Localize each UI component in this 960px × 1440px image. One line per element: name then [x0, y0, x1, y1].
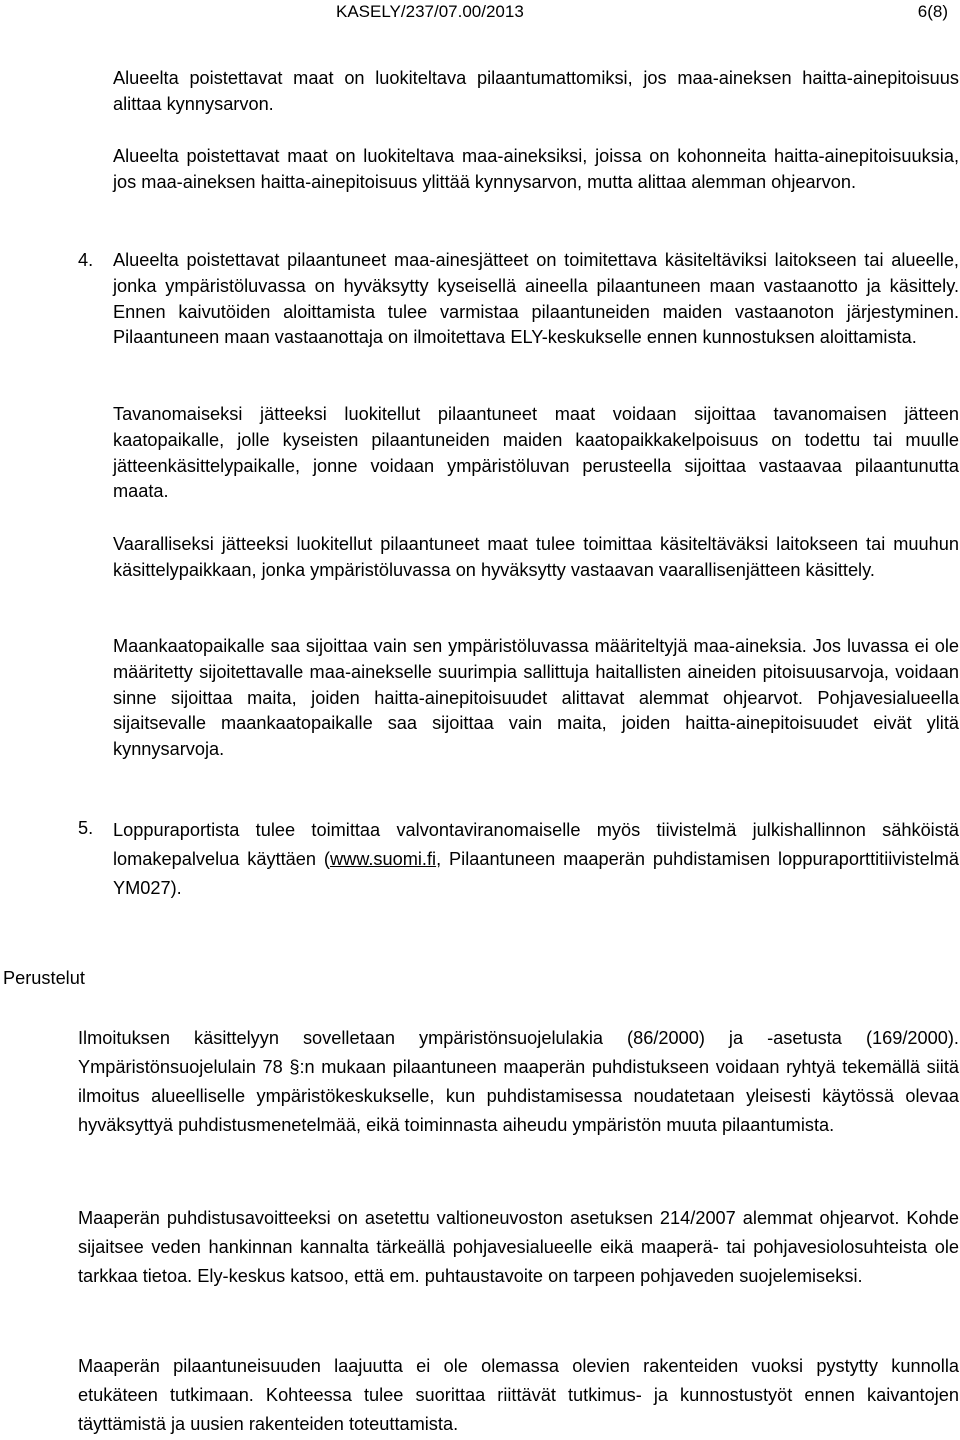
paragraph-landfill: Maankaatopaikalle saa sijoittaa vain sen ympäristöluvassa määriteltyjä maa-aineksia. Jos luvassa ei ole määritetty sijoitettavalle maa-ainekselle suurimpia sallittuja haitallisten aineiden pitoisuusarvoja, voidaan sinne sijoittaa maita, joiden haitta-ainepitoisuudet alittavat alemmat ohjearvot. Pohjavesialueella sijaitsevalle maankaatopaikalle saa sijoittaa vain maita, joiden haitta-ainepitoisuudet eivät ylitä kynnysarvoja. [113, 636, 959, 760]
page-number: 6(8) [917, 2, 948, 21]
section-heading-perustelut: Perustelut [3, 968, 85, 988]
list-item-5 [113, 816, 959, 903]
paragraph-elevated-concentrations: Alueelta poistettavat maat on luokiteltava maa-aineksiksi, joissa on kohonneita haitta-ainepitoisuuksia, jos maa-aineksen haitta-ainepitoisuus ylittää kynnysarvon, mutta alittaa alemman ohjearvon. [113, 146, 959, 192]
paragraph-contamination-extent: Maaperän pilaantuneisuuden laajuutta ei ole olemassa olevien rakenteiden vuoksi pystytty kunnolla etukäteen tutkimaan. Kohteessa tulee suorittaa riittävät tutkimus- ja kunnostustyöt ennen kaivantojen täyttämistä ja uusien rakenteiden toteuttamista. [78, 1356, 959, 1434]
list-number-4: 4. [78, 250, 94, 270]
paragraph-hazardous-waste: Vaaralliseksi jätteeksi luokitellut pilaantuneet maat tulee toimittaa käsiteltäväksi laitokseen tai muuhun käsittelypaikkaan, jonka ympäristöluvassa on hyväksytty vastaavan vaarallisenjätteen käsittely. [113, 534, 959, 580]
item5-text-before: Loppuraportista tulee toimittaa valvontaviranomaiselle myös tiivistelmä julkishallinnon sähköistä lomakepalvelua käyttäen ( [113, 820, 959, 869]
list-number-5: 5. [78, 818, 94, 838]
paragraph-ordinary-waste: Tavanomaiseksi jätteeksi luokitellut pilaantuneet maat voidaan sijoittaa tavanomaisen jätteen kaatopaikalle, jolle kyseisten pilaantuneiden maiden kaatopaikkakelpoisuus on todettu tai muulle jätteenkäsittelypaikalle, jonne voidaan ympäristöluvan perusteella sijoittaa vastaavaa pilaantunutta maata. [113, 404, 959, 502]
suomi-fi-link[interactable]: www.suomi.fi [329, 849, 437, 869]
document-reference: KASELY/237/07.00/2013 [336, 2, 524, 21]
paragraph-remediation-target: Maaperän puhdistusavoitteeksi on asetettu valtioneuvoston asetuksen 214/2007 alemmat ohjearvot. Kohde sijaitsee veden hankinnan kannalta tärkeällä pohjavesialueelle eikä maaperä- tai pohjavesiolosuhteista ole tarkkaa tietoa. Ely-keskus katsoo, että em. puhtaustavoite on tarpeen pohjaveden suojelemiseksi. [78, 1208, 959, 1286]
paragraph-clean-soil: Alueelta poistettavat maat on luokiteltava pilaantumattomiksi, jos maa-aineksen haitta-ainepitoisuus alittaa kynnysarvon. [113, 68, 959, 114]
list-item-4: Alueelta poistettavat pilaantuneet maa-ainesjätteet on toimitettava käsiteltäviksi laitokseen tai alueelle, jonka ympäristöluvassa on hyväksytty kyseisellä aineella pilaantuneen maan vastaanotto ja käsittely. Ennen kaivutöiden aloittamista tulee varmistaa pilaantuneiden maiden vastaanoton järjestyminen. Pilaantuneen maan vastaanottaja on ilmoitettava ELY-keskukselle ennen kunnostuksen aloittamista. [113, 250, 959, 348]
paragraph-legal-basis: Ilmoituksen käsittelyyn sovelletaan ympäristönsuojelulakia (86/2000) ja -asetusta (169/2000). Ympäristönsuojelulain 78 §:n mukaan pilaantuneen maaperän puhdistukseen voidaan ryhtyä tekemällä siitä ilmoitus alueelliselle ympäristökeskukselle, kun puhdistamisessa noudatetaan yleisesti käytössä olevaa hyväksyttyä puhdistusmenetelmää, eikä toiminnasta aiheudu ympäristön muuta pilaantumista. [78, 1028, 959, 1135]
item5-text-after: , Pilaantuneen maaperän puhdistamisen loppuraporttitiivistelmä YM027). [113, 849, 959, 898]
